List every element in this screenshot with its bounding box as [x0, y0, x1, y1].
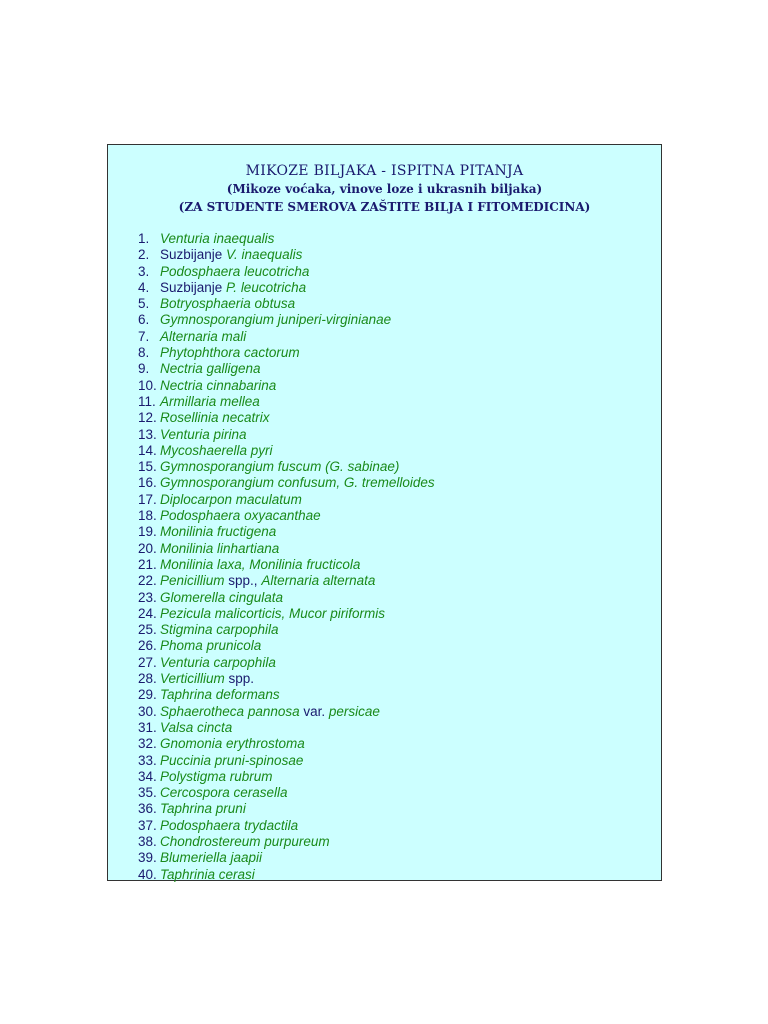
item-number: 17.: [138, 491, 157, 507]
item-number: 6.: [138, 312, 150, 328]
item-number: 5.: [138, 296, 150, 312]
list-item: [138, 492, 651, 508]
item-text: [160, 801, 246, 816]
species-name: Glomerella cingulata: [160, 589, 284, 605]
species-name: Gymnosporangium confusum, G. tremelloides: [160, 475, 435, 491]
item-text: [160, 361, 261, 376]
list-item: [138, 622, 651, 638]
species-name: V. inaequalis: [226, 247, 303, 263]
list-item: [138, 443, 651, 459]
item-text: [160, 475, 435, 490]
plain-text: spp.,: [224, 573, 262, 589]
list-item: [138, 769, 651, 785]
item-text: [160, 671, 254, 686]
list-item: [138, 671, 651, 687]
item-text: [160, 427, 247, 442]
list-item: [138, 427, 651, 443]
item-number: 35.: [138, 785, 157, 801]
item-text: [160, 622, 279, 637]
list-item: [138, 834, 651, 850]
plain-text: spp.: [224, 671, 255, 687]
species-name: Taphrina deformans: [160, 687, 280, 703]
item-number: 4.: [138, 279, 150, 295]
item-text: [160, 818, 298, 833]
species-name: Taphrina pruni: [160, 801, 246, 817]
list-item: [138, 818, 651, 834]
item-text: [160, 704, 380, 719]
list-item: [138, 508, 651, 524]
item-text: [160, 296, 295, 311]
item-number: 9.: [138, 361, 150, 377]
item-number: 26.: [138, 638, 157, 654]
item-number: 21.: [138, 556, 157, 572]
item-number: 19.: [138, 524, 157, 540]
species-name: Cercospora cerasella: [160, 785, 288, 801]
list-item: [138, 231, 651, 247]
species-name: Puccinia pruni-spinosae: [160, 752, 304, 768]
list-item: [138, 704, 651, 720]
list-item: [138, 329, 651, 345]
item-text: [160, 590, 283, 605]
list-item: [138, 850, 651, 866]
item-number: 27.: [138, 654, 157, 670]
item-number: 22.: [138, 573, 157, 589]
species-name: Gnomonia erythrostoma: [160, 736, 305, 752]
species-name: Gymnosporangium juniperi-virginianae: [160, 312, 392, 328]
list-item: [138, 606, 651, 622]
question-list: [138, 231, 651, 883]
species-name: Alternaria alternata: [261, 573, 376, 589]
list-item: [138, 753, 651, 769]
item-number: 10.: [138, 377, 157, 393]
item-text: [160, 655, 276, 670]
item-text: [160, 867, 255, 882]
species-name: Phytophthora cactorum: [160, 345, 300, 361]
item-text: [160, 492, 302, 507]
item-text: [160, 345, 300, 360]
species-name: Podosphaera trydactila: [160, 817, 299, 833]
species-name: Botryosphaeria obtusa: [160, 296, 296, 312]
item-text: [160, 834, 330, 849]
item-number: 11.: [138, 393, 156, 409]
list-item: [138, 280, 651, 296]
item-text: [160, 736, 305, 751]
species-name: Venturia inaequalis: [160, 231, 275, 246]
list-item: [138, 785, 651, 801]
species-name: Penicillium: [160, 573, 225, 589]
list-item: [138, 296, 651, 312]
plain-text: var.: [299, 703, 329, 719]
item-number: 28.: [138, 671, 157, 687]
item-number: 33.: [138, 752, 157, 768]
item-number: 15.: [138, 459, 157, 475]
species-name: Stigmina carpophila: [160, 622, 279, 638]
document-audience: (ZA STUDENTE SMEROVA ZAŠTITE BILJA I FITOMEDICINA): [178, 200, 591, 214]
item-number: 40.: [138, 866, 157, 882]
list-item: [138, 638, 651, 654]
item-text: [160, 312, 391, 327]
list-item: [138, 720, 651, 736]
list-item: [138, 312, 651, 328]
document-subtitle: (Mikoze voćaka, vinove loze i ukrasnih biljaka): [226, 182, 543, 196]
species-name: Verticillium: [160, 671, 225, 687]
item-text: [160, 541, 279, 556]
species-name: Sphaerotheca pannosa: [160, 703, 300, 719]
species-name: Gymnosporangium fuscum (G. sabinae): [160, 459, 400, 475]
item-number: 13.: [138, 426, 157, 442]
species-name: Podosphaera leucotricha: [160, 263, 310, 279]
species-name: persicae: [328, 703, 380, 719]
item-number: 1.: [138, 231, 150, 246]
species-name: Nectria galligena: [160, 361, 261, 377]
item-number: 14.: [138, 442, 157, 458]
list-item: [138, 867, 651, 883]
item-text: [160, 769, 273, 784]
species-name: Chondrostereum purpureum: [160, 833, 330, 849]
plain-text: Suzbijanje: [160, 279, 227, 295]
item-text: [160, 329, 246, 344]
species-name: Phoma prunicola: [160, 638, 262, 654]
exam-questions-panel: [107, 144, 662, 881]
species-name: Valsa cincta: [160, 719, 233, 735]
list-item: [138, 590, 651, 606]
list-item: [138, 801, 651, 817]
species-name: Podosphaera oxyacanthae: [160, 508, 321, 524]
list-item: [138, 394, 651, 410]
item-text: [160, 443, 273, 458]
item-number: 25.: [138, 622, 157, 638]
list-item: [138, 736, 651, 752]
item-number: 37.: [138, 817, 157, 833]
species-name: Nectria cinnabarina: [160, 377, 277, 393]
list-item: [138, 475, 651, 491]
item-number: 20.: [138, 540, 157, 556]
item-number: 36.: [138, 801, 157, 817]
species-name: Diplocarpon maculatum: [160, 491, 302, 507]
item-text: [160, 850, 262, 865]
item-number: 29.: [138, 687, 157, 703]
item-number: 38.: [138, 833, 157, 849]
item-number: 34.: [138, 768, 157, 784]
item-text: [160, 378, 276, 393]
item-text: [160, 638, 261, 653]
list-item: [138, 687, 651, 703]
item-text: [160, 524, 276, 539]
list-item: [138, 410, 651, 426]
item-text: [160, 459, 399, 474]
item-number: 3.: [138, 263, 150, 279]
species-name: Taphrinia cerasi: [160, 866, 255, 882]
item-text: [160, 687, 280, 702]
species-name: Monilinia linhartiana: [160, 540, 280, 556]
species-name: P. leucotricha: [226, 279, 307, 295]
item-text: [160, 264, 309, 279]
list-item: [138, 524, 651, 540]
species-name: Rosellinia necatrix: [160, 410, 270, 426]
item-text: [160, 785, 288, 800]
item-text: [160, 247, 302, 262]
species-name: Alternaria mali: [160, 328, 247, 344]
list-item: [138, 264, 651, 280]
item-text: [160, 394, 260, 409]
species-name: Monilinia fructigena: [160, 524, 277, 540]
list-item: [138, 378, 651, 394]
item-number: 18.: [138, 508, 157, 524]
plain-text: Suzbijanje: [160, 247, 227, 263]
list-item: [138, 459, 651, 475]
item-text: [160, 753, 303, 768]
item-text: [160, 573, 375, 588]
item-number: 8.: [138, 345, 150, 361]
item-text: [160, 231, 274, 246]
item-number: 32.: [138, 736, 157, 752]
species-name: Armillaria mellea: [160, 393, 260, 409]
item-number: 31.: [138, 719, 157, 735]
list-item: [138, 541, 651, 557]
list-item: [138, 345, 651, 361]
item-number: 39.: [138, 850, 157, 866]
item-number: 24.: [138, 605, 157, 621]
species-name: Monilinia laxa, Monilinia fructicola: [160, 556, 361, 572]
list-item: [138, 573, 651, 589]
item-number: 16.: [138, 475, 157, 491]
item-text: [160, 720, 232, 735]
list-item: [138, 361, 651, 377]
species-name: Pezicula malicorticis, Mucor piriformis: [160, 605, 386, 621]
item-text: [160, 410, 270, 425]
item-text: [160, 508, 321, 523]
item-number: 23.: [138, 589, 157, 605]
species-name: Venturia carpophila: [160, 654, 276, 670]
list-item: [138, 557, 651, 573]
list-item: [138, 655, 651, 671]
document-title: MIKOZE BILJAKA - ISPITNA PITANJA: [245, 163, 524, 179]
item-text: [160, 606, 385, 621]
item-text: [160, 280, 306, 295]
item-number: 12.: [138, 410, 157, 426]
species-name: Venturia pirina: [160, 426, 247, 442]
species-name: Polystigma rubrum: [160, 768, 273, 784]
species-name: Blumeriella jaapii: [160, 850, 263, 866]
item-number: 30.: [138, 703, 157, 719]
item-number: 2.: [138, 247, 150, 263]
species-name: Mycoshaerella pyri: [160, 442, 273, 458]
item-text: [160, 557, 360, 572]
item-number: 7.: [138, 328, 150, 344]
list-item: [138, 247, 651, 263]
